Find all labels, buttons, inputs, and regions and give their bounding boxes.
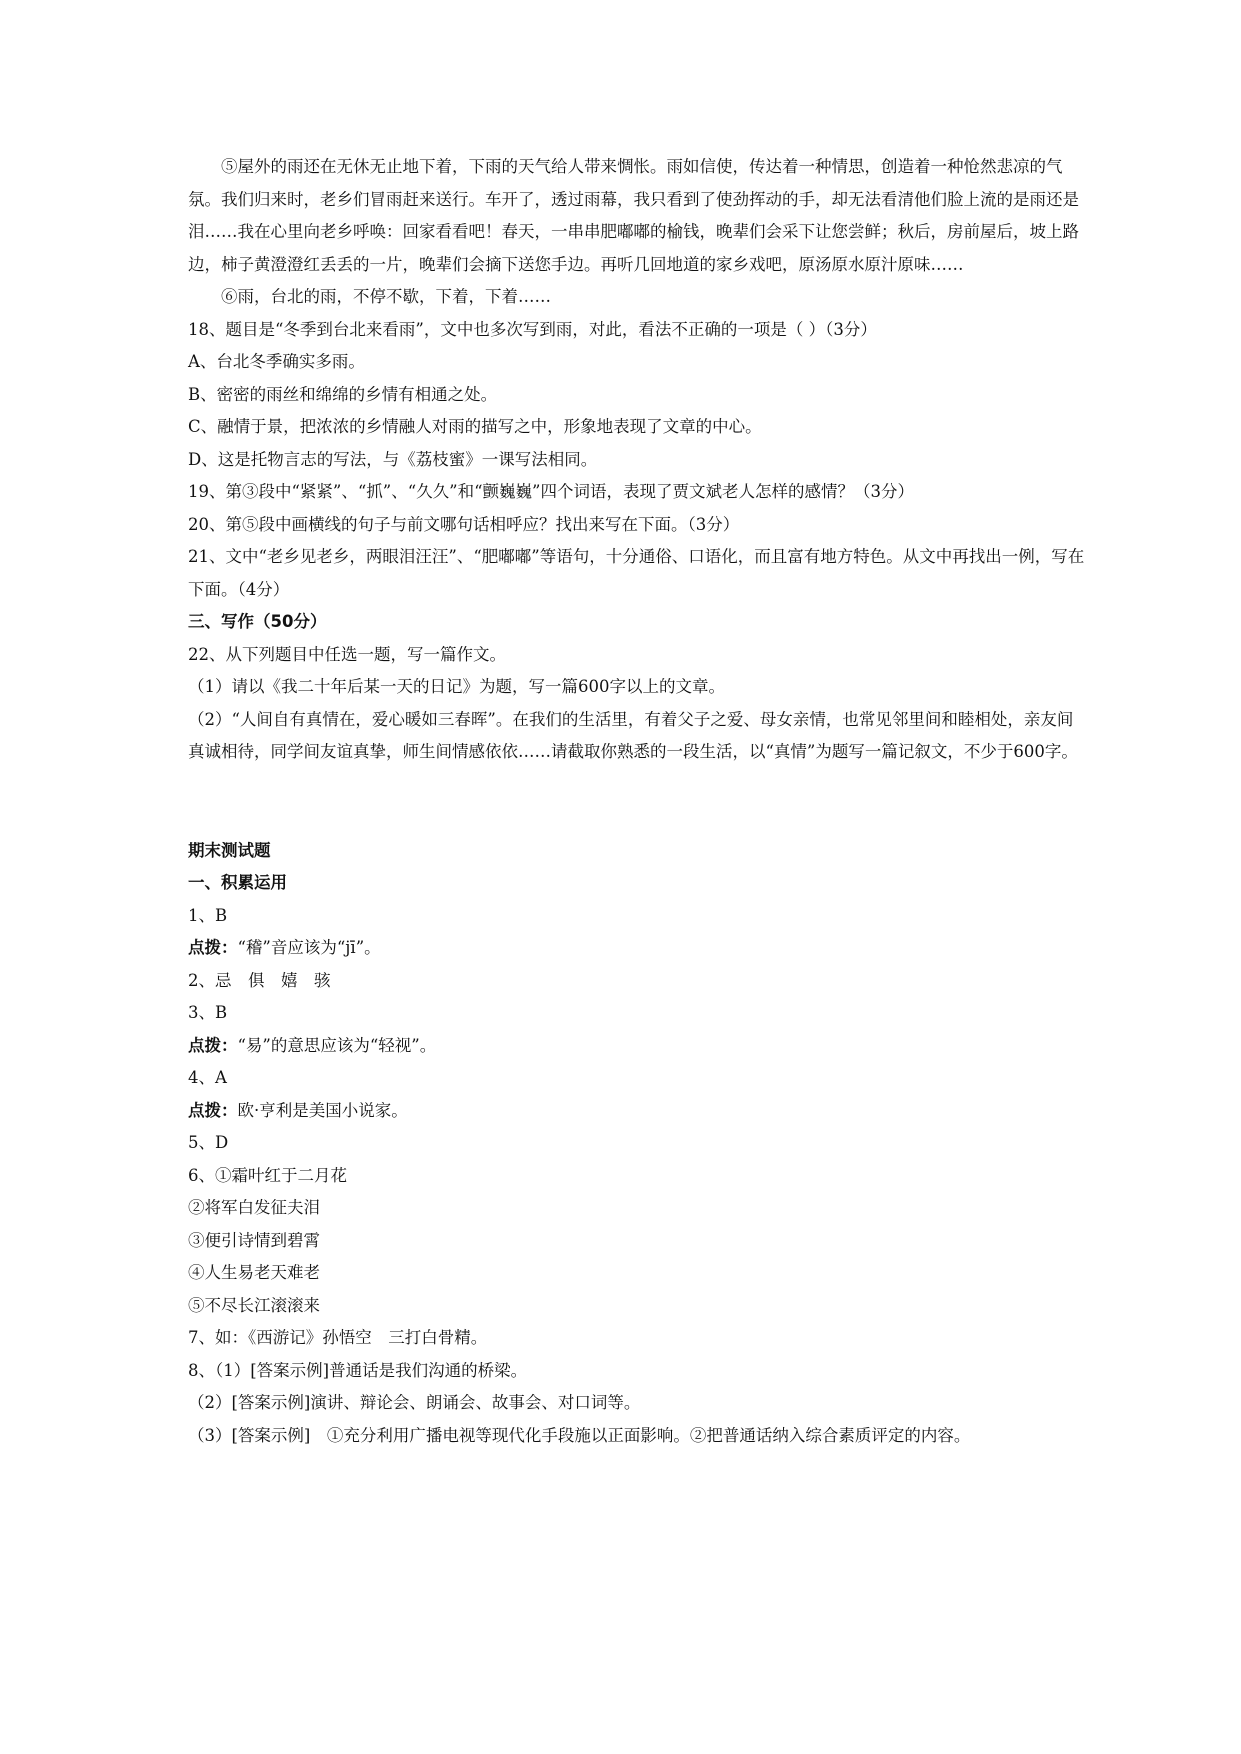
answer-7: 7、如：《西游记》孙悟空 三打白骨精。 [188, 1328, 488, 1347]
section-heading-writing: 三、写作（50分） [188, 612, 327, 631]
question-18-option-a: A、台北冬季确实多雨。 [188, 352, 365, 371]
question-18-option-d: D、这是托物言志的写法，与《荔枝蜜》一课写法相同。 [188, 449, 598, 469]
answer-2: 2、忌 俱 嬉 骇 [188, 970, 331, 990]
hint-text: 欧·亨利是美国小说家。 [237, 1100, 408, 1120]
answer-4-hint [188, 1095, 1088, 1128]
hint-label: 点拨： [188, 1100, 238, 1120]
answer-6-line-2: ②将军白发征夫泪 [188, 1198, 320, 1217]
answer-5: 5、D [188, 1133, 229, 1152]
answer-3-hint [188, 1030, 1088, 1063]
question-22: 22、从下列题目中任选一题，写一篇作文。 [188, 644, 506, 664]
paragraph-5: ⑤屋外的雨还在无休无止地下着，下雨的天气给人带来惆怅。雨如信使，传达着一种情思，创造着一种怆然悲凉的气氛。我们归来时，老乡们冒雨赶来送行。车开了，透过雨幕，我只看到了使劲挥动的手，却无法看清他们脸上流的是雨还是泪……我在心里向老乡呼唤：回家看看吧！春天，一串串肥嘟嘟的榆钱，晚辈们会采下让您尝鲜；秋后，房前屋后，坡上路边，柿子黄澄澄红丢丢的一片，晚辈们会摘下送您手边。再听几回地道的家乡戏吧，原汤原水原汁原味…… [188, 157, 1079, 274]
question-22-option-2: （2）“人间自有真情在，爱心暖如三春晖”。在我们的生活里，有着父子之爱、母女亲情，也常见邻里间和睦相处，亲友间真诚相待，同学间友谊真挚，师生间情感依依……请截取你熟悉的一段生活，以“真情”为题写一篇记叙文，不少于600字。 [188, 709, 1078, 761]
answers-title: 期末测试题 [188, 840, 271, 860]
question-18: 18、题目是“冬季到台北来看雨”，文中也多次写到雨，对此，看法不正确的一项是（ ）（3分） [188, 319, 877, 339]
question-18-option-c: C、融情于景，把浓浓的乡情融人对雨的描写之中，形象地表现了文章的中心。 [188, 417, 762, 436]
answer-6-line-1: 6、①霜叶红于二月花 [188, 1165, 347, 1185]
section-gap [188, 769, 1088, 835]
answer-1-hint [188, 932, 1088, 965]
document-body [188, 151, 1088, 1452]
hint-label: 点拨： [188, 1035, 238, 1055]
answers-section-heading: 一、积累运用 [188, 873, 287, 892]
paragraph-6: ⑥雨，台北的雨，不停不歇，下着，下着…… [221, 287, 551, 306]
answer-6-line-3: ③便引诗情到碧霄 [188, 1230, 320, 1250]
answer-8-part-1: 8、（1）[答案示例]普通话是我们沟通的桥梁。 [188, 1360, 528, 1380]
question-20: 20、第⑤段中画横线的句子与前文哪句话相呼应？找出来写在下面。（3分） [188, 514, 740, 534]
answer-4: 4、A [188, 1068, 227, 1087]
hint-text: “稽”音应该为“jī”。 [237, 938, 381, 957]
answer-8-part-2: （2）[答案示例]演讲、辩论会、朗诵会、故事会、对口词等。 [188, 1393, 641, 1412]
hint-label: 点拨： [188, 938, 238, 957]
answer-1: 1、B [188, 905, 228, 925]
answer-3: 3、B [188, 1003, 228, 1022]
question-19: 19、第③段中“紧紧”、“抓”、“久久”和“颤巍巍”四个词语，表现了贾文斌老人怎样的感情？（3分） [188, 482, 914, 501]
hint-text: “易”的意思应该为“轻视”。 [237, 1035, 437, 1055]
answer-6-line-4: ④人生易老天难老 [188, 1263, 320, 1282]
question-18-option-b: B、密密的雨丝和绵绵的乡情有相通之处。 [188, 384, 498, 404]
answer-6-line-5: ⑤不尽长江滚滚来 [188, 1295, 320, 1315]
answer-8-part-3: （3）[答案示例] ①充分利用广播电视等现代化手段施以正面影响。②把普通话纳入综合素质评定的内容。 [188, 1425, 971, 1445]
question-21: 21、文中“老乡见老乡，两眼泪汪汪”、“肥嘟嘟”等语句，十分通俗、口语化，而且富有地方特色。从文中再找出一例，写在下面。（4分） [188, 547, 1085, 599]
question-22-option-1: （1）请以《我二十年后某一天的日记》为题，写一篇600字以上的文章。 [188, 677, 725, 696]
